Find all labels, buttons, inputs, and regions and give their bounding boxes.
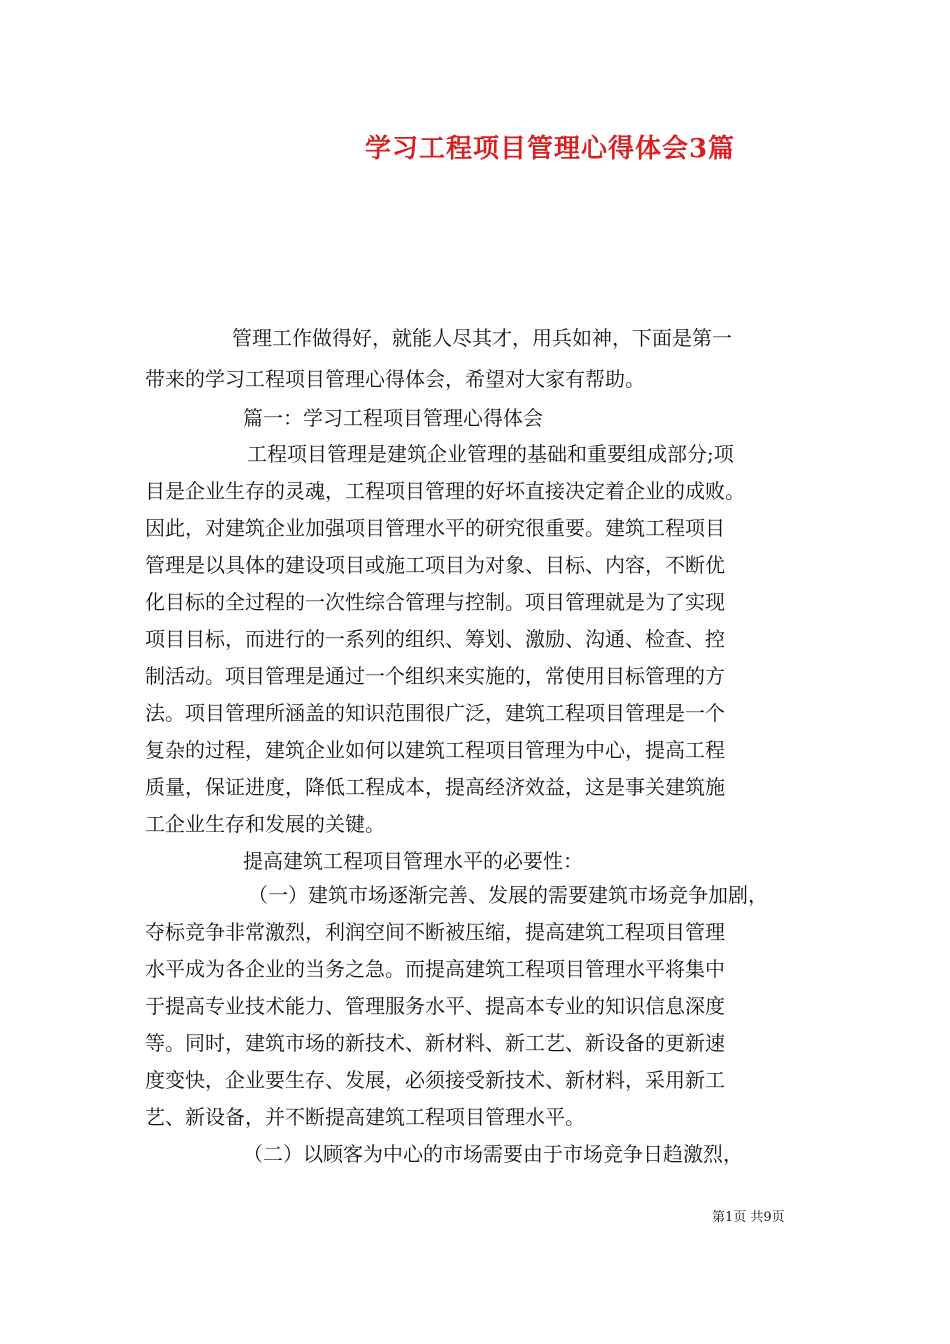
text-line: 度变快，企业要生存、发展，必须接受新技术、新材料，采用新工 [145, 1068, 725, 1092]
text-line: 目是企业生存的灵魂，工程项目管理的好坏直接决定着企业的成败。 [145, 479, 745, 503]
text-line: 夺标竞争非常激烈，利润空间不断被压缩，提高建筑工程项目管理 [145, 920, 725, 944]
page-number: 第1页 共9页 [712, 1210, 785, 1225]
text-line: 等。同时，建筑市场的新技术、新材料、新工艺、新设备的更新速 [145, 1031, 725, 1055]
text-line: 因此，对建筑企业加强项目管理水平的研究很重要。建筑工程项目 [145, 516, 725, 540]
text-line: 法。项目管理所涵盖的知识范围很广泛，建筑工程项目管理是一个 [145, 701, 725, 725]
text-line: 水平成为各企业的当务之急。而提高建筑工程项目管理水平将集中 [145, 957, 725, 981]
section-heading: 提高建筑工程项目管理水平的必要性： [243, 849, 583, 873]
section-heading: 篇一：学习工程项目管理心得体会 [243, 406, 543, 430]
text-line: 带来的学习工程项目管理心得体会，希望对大家有帮助。 [145, 367, 645, 391]
text-line: 管理是以具体的建设项目或施工项目为对象、目标、内容，不断优 [145, 553, 725, 577]
text-line: 制活动。项目管理是通过一个组织来实施的，常使用目标管理的方 [145, 664, 725, 688]
text-line: 工企业生存和发展的关键。 [145, 812, 385, 836]
text-line: （二）以顾客为中心的市场需要由于市场竞争日趋激烈， [243, 1142, 743, 1166]
text-line: 质量，保证进度，降低工程成本，提高经济效益，这是事关建筑施 [145, 775, 725, 799]
text-line: （一）建筑市场逐渐完善、发展的需要建筑市场竞争加剧， [248, 883, 768, 907]
text-line: 艺、新设备，并不断提高建筑工程项目管理水平。 [145, 1105, 585, 1129]
document-title: 学习工程项目管理心得体会3篇 [364, 134, 736, 164]
text-line: 于提高专业技术能力、管理服务水平、提高本专业的知识信息深度 [145, 994, 725, 1018]
text-line: 管理工作做得好，就能人尽其才，用兵如神，下面是第一 [232, 326, 732, 350]
text-line: 化目标的全过程的一次性综合管理与控制。项目管理就是为了实现 [145, 590, 725, 614]
text-line: 复杂的过程，建筑企业如何以建筑工程项目管理为中心，提高工程 [145, 738, 725, 762]
text-line: 工程项目管理是建筑企业管理的基础和重要组成部分;项 [247, 442, 734, 466]
text-line: 项目目标，而进行的一系列的组织、筹划、激励、沟通、检查、控 [145, 627, 725, 651]
